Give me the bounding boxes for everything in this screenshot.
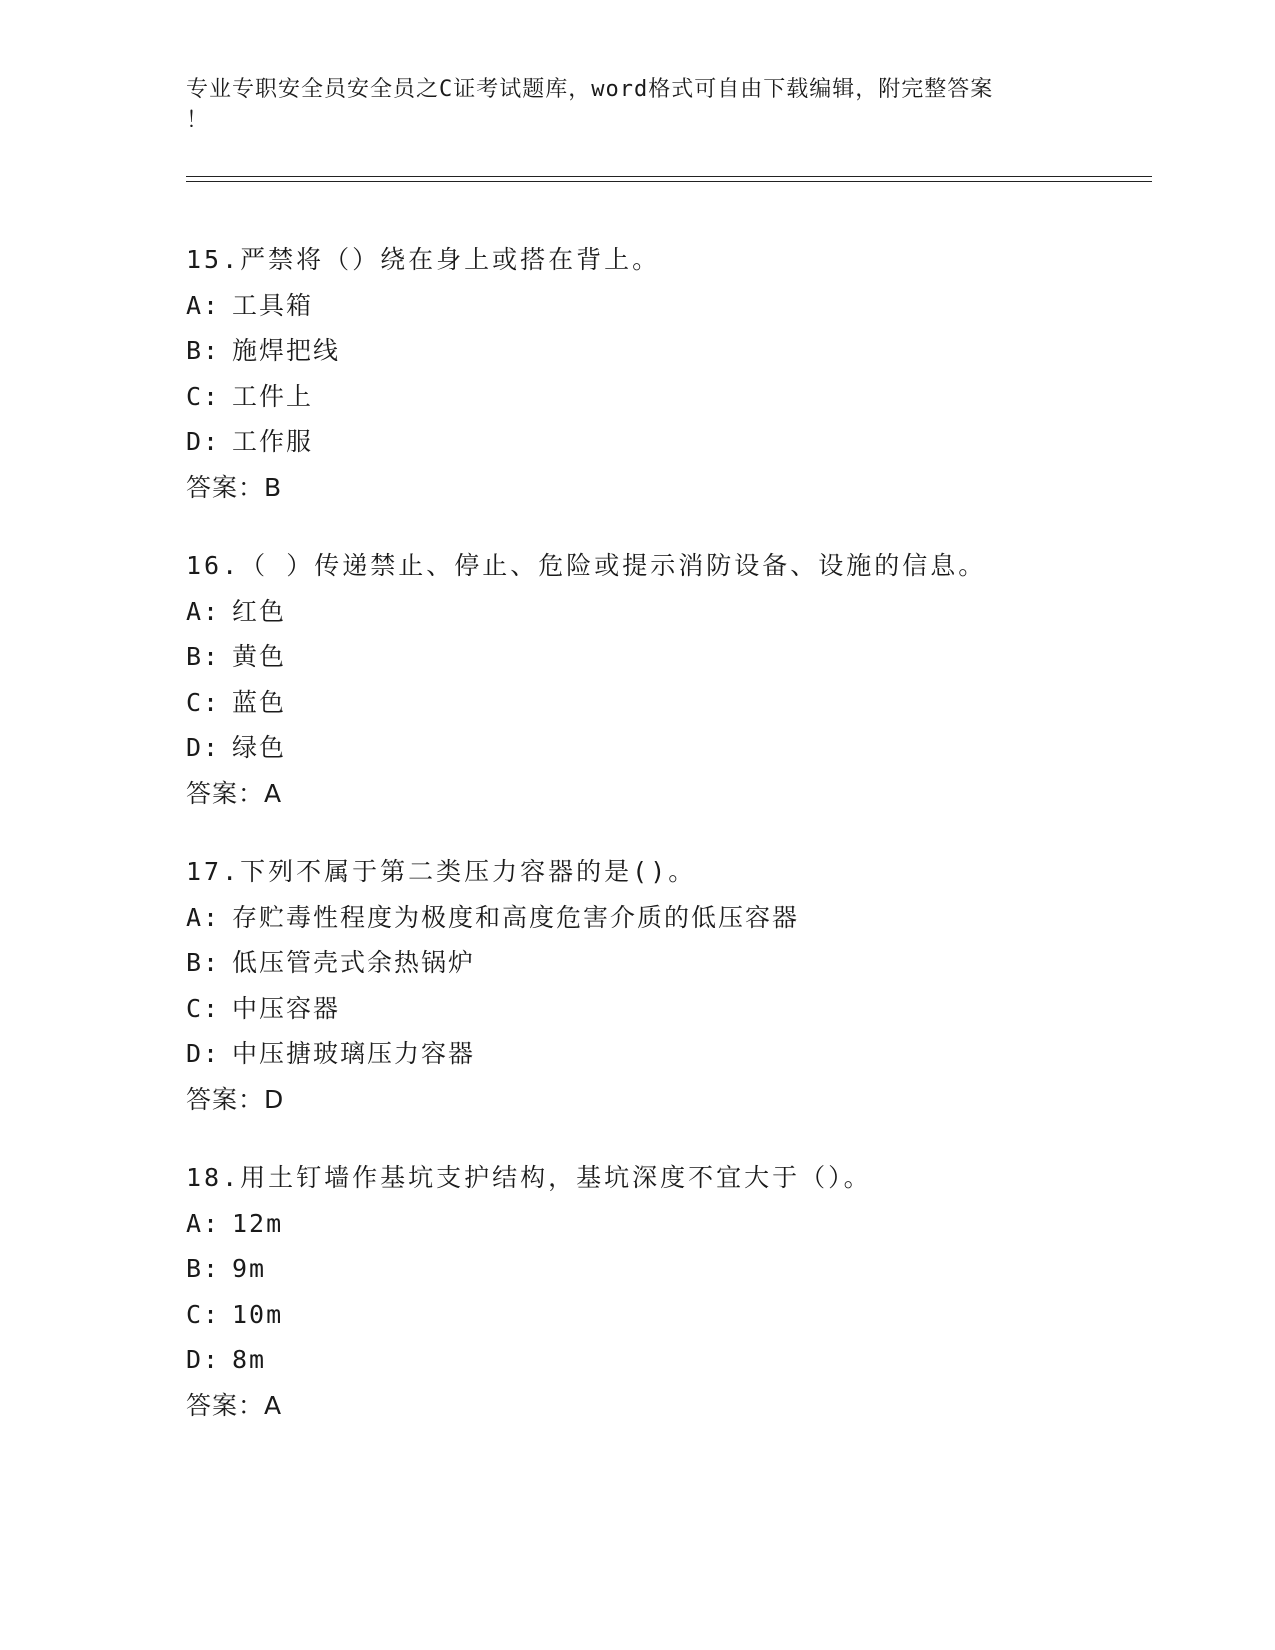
option-text: 9m	[232, 1254, 267, 1283]
question-15	[186, 237, 1146, 510]
option-text: 中压搪玻璃压力容器	[232, 1039, 476, 1068]
option-d	[186, 725, 1146, 771]
option-text: 存贮毒性程度为极度和高度危害介质的低压容器	[232, 902, 800, 932]
option-letter: A:	[186, 1208, 221, 1238]
option-a	[186, 895, 1146, 941]
option-letter: C:	[186, 687, 221, 717]
question-stem: 16.（ ）传递禁止、停止、危险或提示消防设备、设施的信息。	[186, 551, 987, 580]
option-letter: A:	[186, 290, 221, 320]
option-c	[186, 1292, 1146, 1338]
answer-line: 答案：B	[186, 472, 283, 502]
option-text: 工件上	[232, 381, 314, 411]
option-b	[186, 940, 1146, 986]
question-stem: 18.用土钉墙作基坑支护结构，基坑深度不宜大于（）。	[186, 1163, 872, 1192]
header-divider-bottom	[186, 181, 1152, 182]
option-letter: B:	[186, 642, 221, 671]
option-letter: C:	[186, 993, 221, 1023]
option-letter: D:	[186, 1039, 221, 1068]
option-letter: C:	[186, 381, 221, 411]
answer-line: 答案：D	[186, 1084, 285, 1114]
question-stem: 17.下列不属于第二类压力容器的是()。	[186, 857, 697, 886]
option-b	[186, 634, 1146, 680]
option-letter: A:	[186, 902, 221, 932]
option-letter: D:	[186, 1345, 221, 1374]
option-letter: B:	[186, 336, 221, 365]
question-list	[186, 237, 1146, 1461]
header-title-line: 专业专职安全员安全员之C证考试题库，word格式可自由下载编辑，附完整答案	[186, 77, 994, 102]
option-text: 工作服	[232, 427, 314, 456]
option-text: 绿色	[232, 733, 287, 762]
option-a	[186, 1201, 1146, 1247]
header-divider-top	[186, 176, 1152, 177]
option-text: 低压管壳式余热锅炉	[232, 948, 476, 977]
option-text: 中压容器	[232, 993, 341, 1023]
option-text: 蓝色	[232, 687, 287, 717]
option-d	[186, 419, 1146, 465]
option-b	[186, 328, 1146, 374]
option-letter: B:	[186, 1254, 221, 1283]
option-text: 施焊把线	[232, 336, 341, 365]
question-17	[186, 849, 1146, 1122]
option-d	[186, 1337, 1146, 1383]
option-letter: A:	[186, 596, 221, 626]
option-a	[186, 589, 1146, 635]
option-text: 红色	[232, 596, 287, 626]
option-letter: D:	[186, 427, 221, 456]
option-letter: B:	[186, 948, 221, 977]
option-b	[186, 1246, 1146, 1292]
answer-line: 答案：A	[186, 778, 283, 808]
question-18	[186, 1155, 1146, 1428]
answer-line: 答案：A	[186, 1390, 283, 1420]
question-stem: 15.严禁将（）绕在身上或搭在背上。	[186, 245, 661, 274]
option-text: 12m	[232, 1208, 284, 1238]
option-c	[186, 986, 1146, 1032]
option-text: 8m	[232, 1345, 267, 1374]
option-text: 工具箱	[232, 290, 314, 320]
option-d	[186, 1031, 1146, 1077]
option-c	[186, 680, 1146, 726]
option-a	[186, 283, 1146, 329]
option-text: 黄色	[232, 642, 287, 671]
document-header	[186, 74, 1066, 136]
option-text: 10m	[232, 1299, 284, 1329]
question-16	[186, 543, 1146, 816]
option-c	[186, 374, 1146, 420]
option-letter: D:	[186, 733, 221, 762]
option-letter: C:	[186, 1299, 221, 1329]
header-title-continuation: ！	[186, 108, 210, 133]
